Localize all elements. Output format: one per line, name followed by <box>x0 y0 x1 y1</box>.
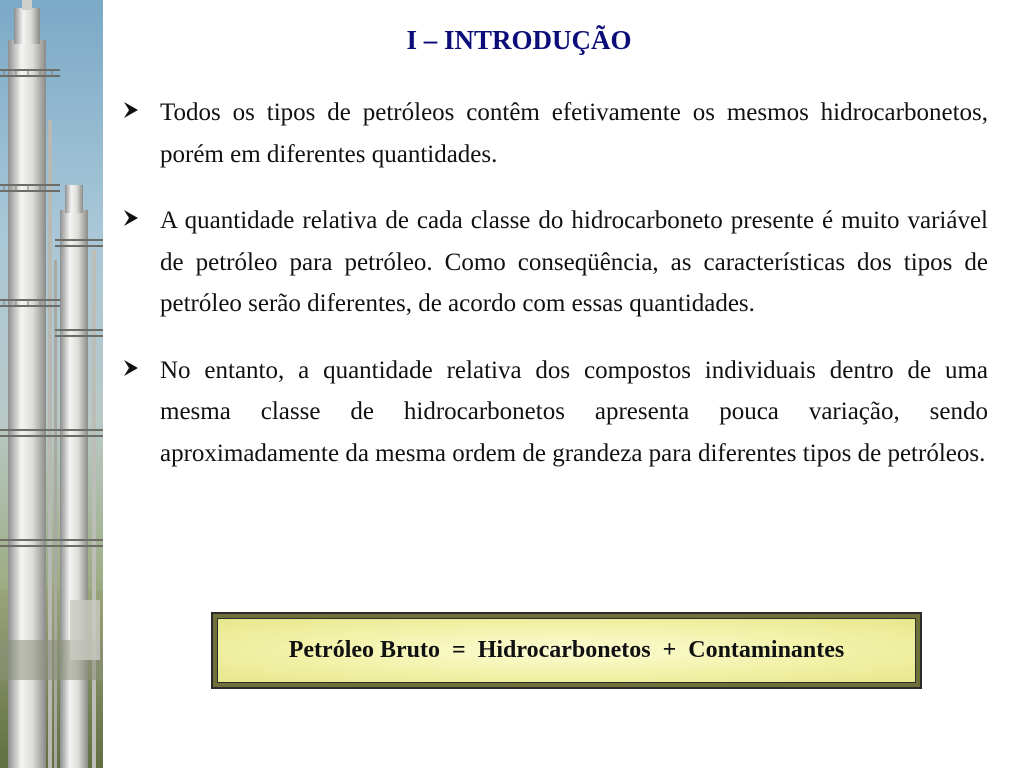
bullet-text: A quantidade relativa de cada classe do hidrocarboneto presente é muito variável de petróleo para petróleo. Como conseqüência, as características dos tipos de petróleo serão diferentes, de acordo com essas quantidades. <box>160 207 988 317</box>
arrow-bullet-icon <box>122 208 142 228</box>
bullet-list <box>122 92 988 499</box>
bullet-item <box>122 350 988 475</box>
bullet-item <box>122 92 988 175</box>
page-title: I – INTRODUÇÃO <box>406 25 632 55</box>
formula-box <box>211 612 922 689</box>
bullet-text: Todos os tipos de petróleos contêm efetivamente os mesmos hidrocarbonetos, porém em diferentes quantidades. <box>160 99 988 168</box>
arrow-bullet-icon <box>122 100 142 120</box>
bullet-item <box>122 200 988 325</box>
formula-panel <box>217 618 916 683</box>
formula-text: Petróleo Bruto = Hidrocarbonetos + Contaminantes <box>288 637 845 663</box>
bullet-text: No entanto, a quantidade relativa dos compostos individuais dentro de uma mesma classe de hidrocarbonetos apresenta pouca variação, sendo aproximadamente da mesma ordem de grandeza para diferentes tipos de petróleos. <box>160 356 988 467</box>
arrow-bullet-icon <box>122 358 142 378</box>
refinery-towers-image <box>0 0 103 768</box>
